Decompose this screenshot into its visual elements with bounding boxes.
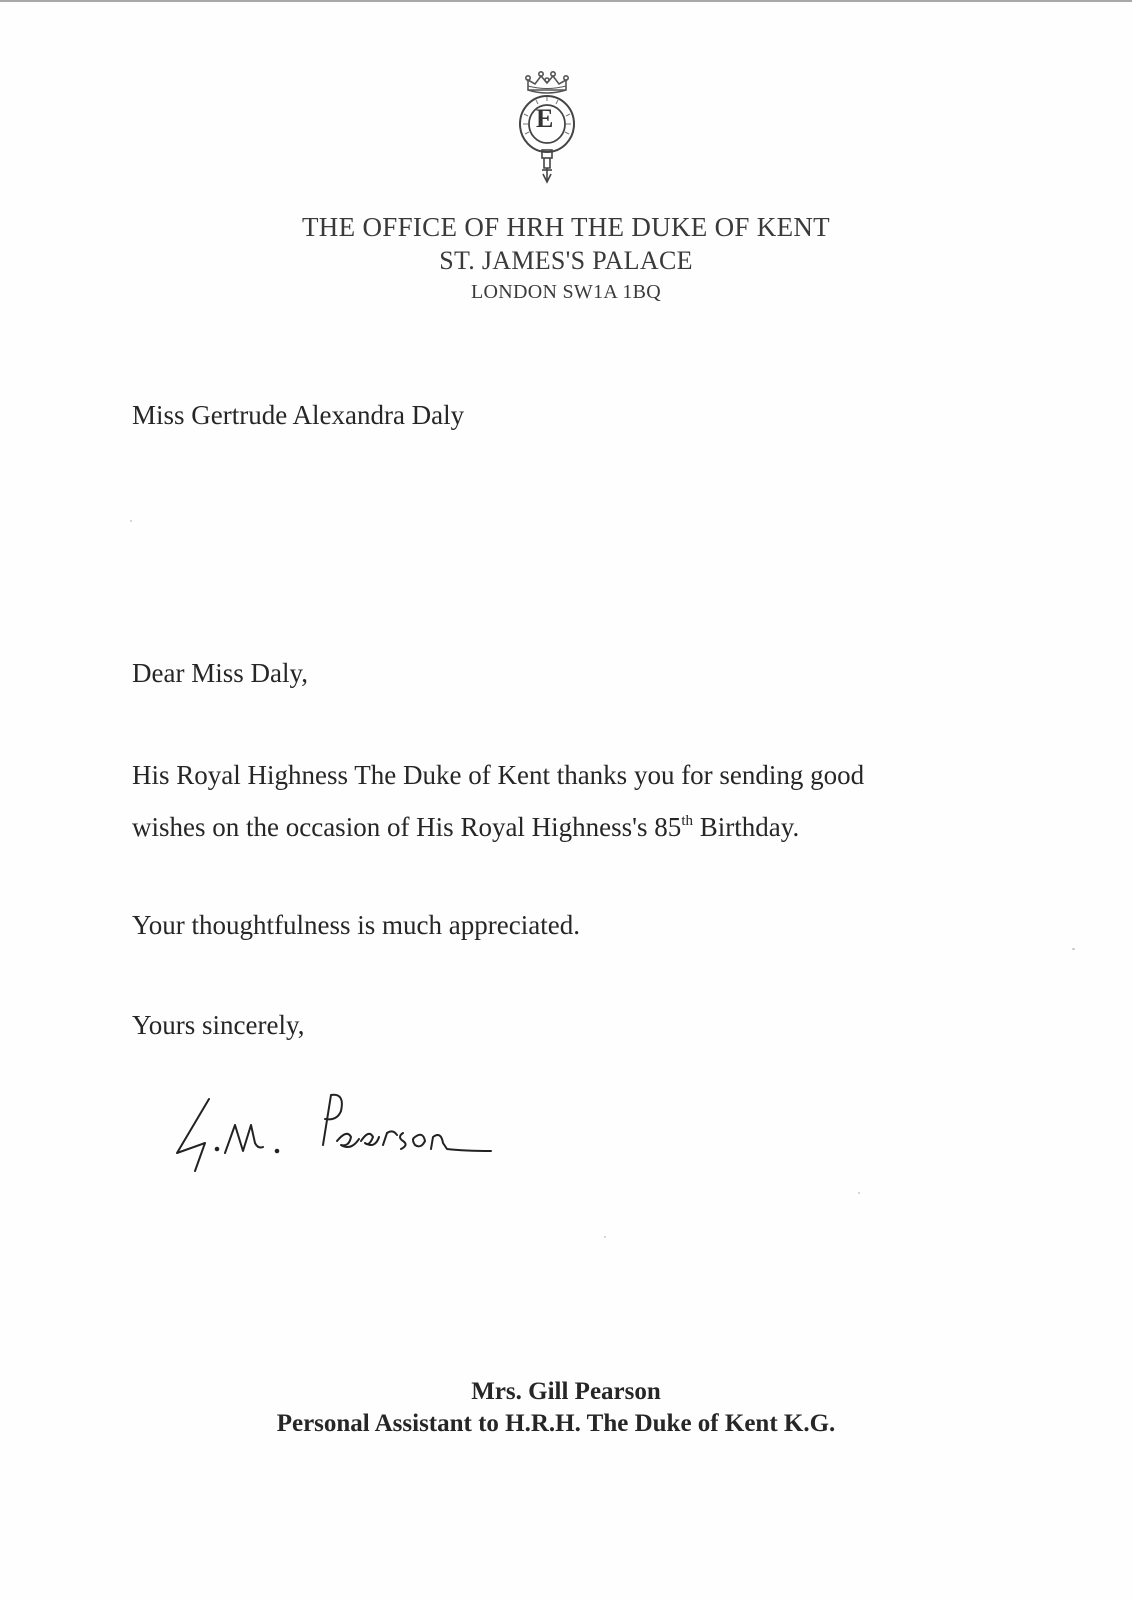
recipient-name: Miss Gertrude Alexandra Daly (132, 400, 465, 430)
paragraph-1-line-2 (132, 812, 799, 843)
paper-speck (130, 520, 132, 522)
ordinal-suffix: th (681, 813, 693, 829)
signer-title: Personal Assistant to H.R.H. The Duke of Kent K.G. (276, 1410, 836, 1437)
closing: Yours sincerely, (132, 1010, 305, 1040)
handwritten-signature (165, 1085, 505, 1180)
scan-edge-line (0, 0, 1132, 2)
letterhead-address-line: LONDON SW1A 1BQ (470, 281, 662, 303)
paragraph-1-line-1: His Royal Highness The Duke of Kent thanks you for sending good (132, 760, 865, 790)
letterhead-office-line: THE OFFICE OF HRH THE DUKE OF KENT (302, 212, 830, 242)
paragraph-2: Your thoughtfulness is much appreciated. (132, 910, 580, 940)
paragraph-1-line-2-text: wishes on the occasion of His Royal Highness's 85 (132, 812, 682, 842)
signer-name: Mrs. Gill Pearson (471, 1378, 661, 1405)
paper-speck (858, 1192, 860, 1194)
paper-speck (604, 1236, 606, 1238)
crest-cypher-letter: E (536, 104, 554, 133)
salutation: Dear Miss Daly, (132, 658, 308, 688)
paragraph-1-line-2-end: Birthday. (692, 812, 800, 842)
paper-speck (1072, 948, 1075, 950)
letterhead-palace-line: ST. JAMES'S PALACE (439, 246, 693, 275)
